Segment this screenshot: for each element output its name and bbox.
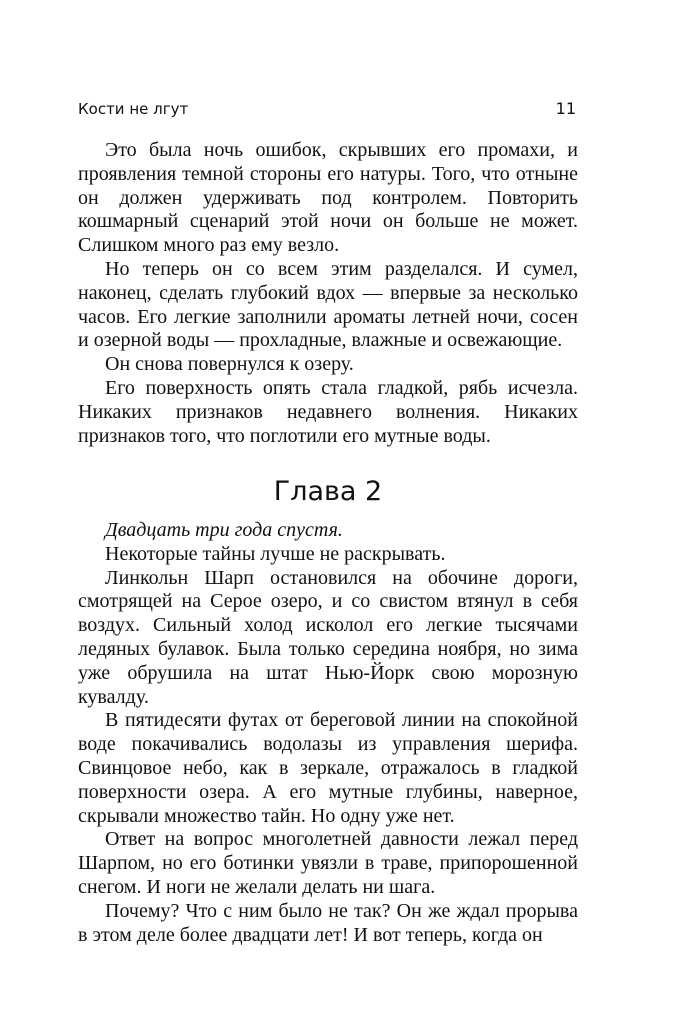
- paragraph: Это была ночь ошибок, скрывших его промахи, и проявления темной стороны его натуры. Того, что отныне он должен удерживать под контролем. Повторить кошмарный сценарий этой ночи он больше не может. Слишком много раз ему везло.: [78, 139, 578, 257]
- paragraph: Но теперь он со всем этим разделался. И сумел, наконец, сделать глубокий вдох — впервые за несколько часов. Его легкие заполнили ароматы летней ночи, сосен и озерной воды — прохладные, влажные и освежающие.: [78, 257, 578, 352]
- paragraph: Он снова повернулся к озеру.: [105, 353, 354, 376]
- chapter-epigraph: Двадцать три года спустя.: [105, 519, 343, 541]
- paragraph: Линкольн Шарп остановился на обочине дороги, смотрящей на Серое озеро, и со свистом втянул в себя воздух. Сильный холод исколол его легкие тысячами ледяных булавок. Была только середина ноября, но зима уже обрушила на штат Нью-Йорк свою морозную кувалду.: [78, 566, 578, 708]
- paragraph: Ответ на вопрос многолетней давности лежал перед Шарпом, но его ботинки увязли в траве, припорошенной снегом. И ноги не желали делать ни шага.: [78, 828, 578, 898]
- paragraph: Некоторые тайны лучше не раскрывать.: [105, 542, 446, 565]
- page-number: 11: [555, 99, 576, 118]
- paragraph: Почему? Что с ним было не так? Он же ждал прорыва в этом деле более двадцати лет! И вот теперь, когда он: [78, 899, 578, 946]
- text-block-top: [78, 139, 578, 448]
- running-title: Кости не лгут: [78, 100, 189, 118]
- text-block-chapter: [78, 519, 578, 947]
- paragraph: В пятидесяти футах от береговой линии на спокойной воде покачивались водолазы из управления шерифа. Свинцовое небо, как в зеркале, отражалось в гладкой поверхности озера. А его мутные глубины, наверное, скрывали множество тайн. Но одну уже нет.: [78, 709, 578, 827]
- paragraph: Его поверхность опять стала гладкой, рябь исчезла. Никаких признаков недавнего волнения. Никаких признаков того, что поглотили его мутные воды.: [78, 376, 578, 447]
- chapter-title: Глава 2: [273, 476, 383, 507]
- running-head: [78, 97, 576, 121]
